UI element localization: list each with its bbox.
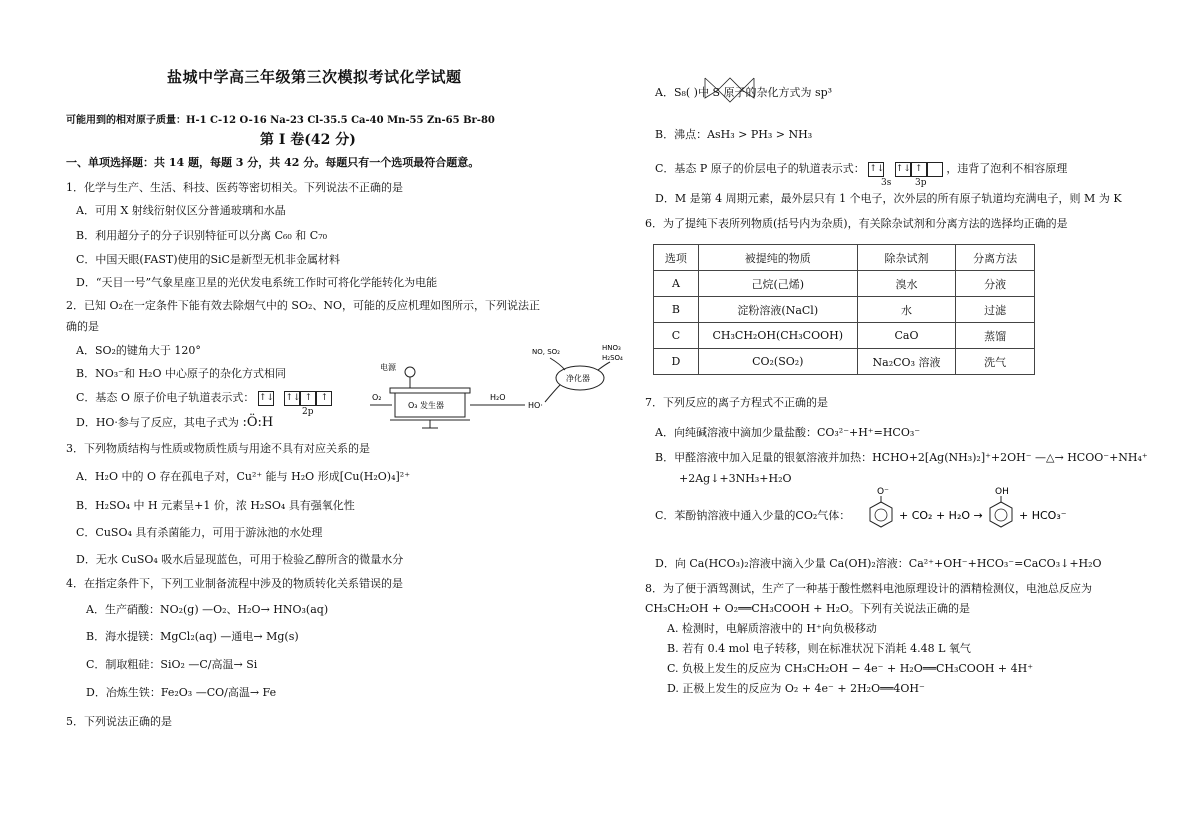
page-title: 盐城中学高三年级第三次模拟考试化学试题 <box>167 68 462 86</box>
phenoxide-reaction-equation <box>855 484 1145 532</box>
q2-option-b: B．NO₃⁻和 H₂O 中心原子的杂化方式相同 <box>76 367 286 380</box>
phosphorus-3s-orbital: ↑↓ <box>868 160 884 178</box>
s8-ring-bottom <box>705 78 754 102</box>
section-heading: 一、单项选择题：共 14 题，每题 3 分，共 42 分。每题只有一个选项最符合题意。 <box>66 156 480 169</box>
q7-option-c: C．苯酚钠溶液中通入少量的CO₂气体： <box>655 509 851 522</box>
ho-label: HO· <box>528 401 543 410</box>
q8-option-a: A. 检测时，电解质溶液中的 H⁺向负极移动 <box>667 622 877 635</box>
q8-option-b: B. 若有 0.4 mol 电子转移，则在标准状况下消耗 4.48 L 氧气 <box>667 642 971 655</box>
q7-option-d: D．向 Ca(HCO₃)₂溶液中滴入少量 Ca(OH)₂溶液：Ca²⁺+OH⁻+HCO₃⁻=CaCO₃↓+H₂O <box>655 557 1102 570</box>
orbital-label-3p: 3p <box>915 178 927 188</box>
purifier-label: 净化器 <box>566 374 590 383</box>
acids-arrow <box>598 362 610 370</box>
q2-option-c-text: C．基态 O 原子价电子轨道表示式： <box>76 391 255 404</box>
q5-option-d: D．M 是第 4 周期元素，最外层只有 1 个电子，次外层的所有原子轨道均充满电子，则 M 为 K <box>655 192 1122 205</box>
power-source-icon <box>405 367 415 377</box>
table-row <box>654 349 1035 375</box>
table-cell: 溴水 <box>857 271 956 297</box>
q2-option-c <box>76 389 332 407</box>
q8-option-d: D. 正极上发生的反应为 O₂ + 4e⁻ + 2H₂O══4OH⁻ <box>667 682 925 695</box>
table-cell: CO₂(SO₂) <box>698 349 857 375</box>
acid-h2so4-label: H₂SO₄ <box>602 354 623 362</box>
oxygen-2p-orbitals: ↑↓ ↑ ↑ <box>284 389 332 407</box>
q3-stem: 3．下列物质结构与性质或物质性质与用途不具有对应关系的是 <box>66 442 370 455</box>
o3-generator-label: O₃ 发生器 <box>408 401 445 410</box>
q1-option-d: D．“天目一号”气象星座卫星的光伏发电系统工作时可将化学能转化为电能 <box>76 276 438 289</box>
q2-option-d <box>76 414 273 432</box>
phenol-oh-label: OH <box>995 487 1009 497</box>
o2-label: O₂ <box>372 393 382 402</box>
right-column <box>645 0 1200 831</box>
s8-ring-top <box>705 78 754 90</box>
q1-option-b: B．利用超分子的分子识别特征可以分离 C₆₀ 和 C₇₀ <box>76 229 328 242</box>
table-cell: CH₃CH₂OH(CH₃COOH) <box>698 323 857 349</box>
table-row <box>654 297 1035 323</box>
q4-option-c: C．制取粗硅：SiO₂ —C/高温→ Si <box>86 658 258 671</box>
orbital-label-3s: 3s <box>881 178 892 188</box>
left-column <box>60 0 623 831</box>
oxygen-2s-orbital: ↑↓ <box>258 389 274 407</box>
q5-option-a: A．S₈( )中 S 原子的杂化方式为 sp³ <box>655 86 833 99</box>
reaction-middle: + CO₂ + H₂O → <box>899 509 983 522</box>
table-cell: 蒸馏 <box>956 323 1035 349</box>
electrode-top <box>390 388 470 393</box>
phenol-ring-circle <box>995 509 1007 521</box>
q1-option-a: A．可用 X 射线衍射仪区分普通玻璃和水晶 <box>76 204 286 217</box>
q1-option-c: C．中国天眼(FAST)使用的SiC是新型无机非金属材料 <box>76 253 340 266</box>
q5-option-c-text: C．基态 P 原子的价层电子的轨道表示式： <box>655 162 865 175</box>
phosphorus-3p-orbitals: ↑↓ ↑ <box>895 160 943 178</box>
table-cell: D <box>654 349 699 375</box>
q2-stem: 2．已知 O₂在一定条件下能有效去除烟气中的 SO₂、NO，可能的反应机理如图所示，下列说法正 <box>66 299 541 312</box>
q5-stem: 5．下列说法正确的是 <box>66 715 172 728</box>
orbital-label-2p: 2p <box>302 407 314 417</box>
q5-option-c <box>655 160 1067 178</box>
table-cell: C <box>654 323 699 349</box>
table-cell: A <box>654 271 699 297</box>
q4-option-b: B．海水提镁：MgCl₂(aq) —通电→ Mg(s) <box>86 630 299 643</box>
q7-stem: 7．下列反应的离子方程式不正确的是 <box>645 396 828 409</box>
reaction-mechanism-diagram <box>370 340 630 435</box>
relative-masses: 可能用到的相对原子质量：H-1 C-12 O-16 Na-23 Cl-35.5 Ca-40 Mn-55 Zn-65 Br-80 <box>66 115 495 126</box>
phenoxide-ring-circle <box>875 509 887 521</box>
q3-option-b: B．H₂SO₄ 中 H 元素呈+1 价，浓 H₂SO₄ 具有强氧化性 <box>76 499 355 512</box>
gases-arrow <box>550 358 565 370</box>
q2-stem-cont: 确的是 <box>66 320 99 333</box>
table-cell: 水 <box>857 297 956 323</box>
table-cell: B <box>654 297 699 323</box>
table-cell: 分液 <box>956 271 1035 297</box>
q6-table <box>653 244 1035 375</box>
q1-stem: 1．化学与生产、生活、科技、医药等密切相关。下列说法不正确的是 <box>66 181 403 194</box>
q8-option-c: C. 负极上发生的反应为 CH₃CH₂OH − 4e⁻ + H₂O══CH₃COOH + 4H⁺ <box>667 662 1034 675</box>
h2o-label: H₂O <box>490 393 506 402</box>
q8-stem: 8．为了便于酒驾测试，生产了一种基于酸性燃料电池原理设计的酒精检测仪，电池总反应为 <box>645 582 1092 595</box>
phenoxide-o-label: O⁻ <box>877 487 889 497</box>
q4-option-a: A．生产硝酸：NO₂(g) —O₂、H₂O→ HNO₃(aq) <box>86 603 329 616</box>
q3-option-d: D．无水 CuSO₄ 吸水后显现蓝色，可用于检验乙醇所含的微量水分 <box>76 553 404 566</box>
q7-option-b-cont: +2Ag↓+3NH₃+H₂O <box>679 472 792 485</box>
header-method: 分离方法 <box>956 245 1035 271</box>
q7-option-a: A．向纯碱溶液中滴加少量盐酸：CO₃²⁻+H⁺=HCO₃⁻ <box>655 426 921 439</box>
acid-hno3-label: HNO₃ <box>602 344 621 352</box>
table-cell: 过滤 <box>956 297 1035 323</box>
phenoxide-ring <box>870 502 892 527</box>
q5-option-c-tail: ，违背了泡利不相容原理 <box>946 162 1068 175</box>
q2-option-a: A．SO₂的键角大于 120° <box>76 344 201 357</box>
reaction-end: + HCO₃⁻ <box>1019 509 1067 522</box>
header-substance: 被提纯的物质 <box>698 245 857 271</box>
header-option: 选项 <box>654 245 699 271</box>
phenol-ring <box>990 502 1012 527</box>
table-row <box>654 323 1035 349</box>
q3-option-c: C．CuSO₄ 具有杀菌能力，可用于游泳池的水处理 <box>76 526 323 539</box>
q4-option-d: D．冶炼生铁：Fe₂O₃ —CO/高温→ Fe <box>86 686 277 699</box>
header-reagent: 除杂试剂 <box>857 245 956 271</box>
q4-stem: 4．在指定条件下，下列工业制备流程中涉及的物质转化关系错误的是 <box>66 577 403 590</box>
table-cell: 己烷(己烯) <box>698 271 857 297</box>
q7-option-b: B．甲醛溶液中加入足量的银氨溶液并加热：HCHO+2[Ag(NH₃)₂]⁺+2OH⁻ —△→ HCOO⁻+NH₄⁺ <box>655 451 1148 464</box>
volume-heading: 第 I 卷(42 分) <box>260 132 356 148</box>
power-label: 电源 <box>380 363 396 372</box>
table-row <box>654 271 1035 297</box>
q5-option-b: B．沸点：AsH₃ > PH₃ > NH₃ <box>655 128 813 141</box>
table-cell: Na₂CO₃ 溶液 <box>857 349 956 375</box>
q3-option-a: A．H₂O 中的 O 存在孤电子对，Cu²⁺ 能与 H₂O 形成[Cu(H₂O)₄]²⁺ <box>76 470 411 483</box>
q2-option-d-text: D．HO·参与了反应，其电子式为 <box>76 416 239 429</box>
gases-label: NO, SO₂ <box>532 348 560 356</box>
table-cell: 淀粉溶液(NaCl) <box>698 297 857 323</box>
s8-ring-structure <box>700 70 760 110</box>
table-cell: 洗气 <box>956 349 1035 375</box>
q6-stem: 6．为了提纯下表所列物质(括号内为杂质)，有关除杂试剂和分离方法的选择均正确的是 <box>645 217 1068 230</box>
ho-to-purifier-arrow <box>545 385 560 402</box>
q8-stem-cont: CH₃CH₂OH + O₂══CH₃COOH + H₂O。下列有关说法正确的是 <box>645 602 971 615</box>
table-header-row <box>654 245 1035 271</box>
table-cell: CaO <box>857 323 956 349</box>
hydroxyl-electron-formula: :Ö:H <box>242 415 274 430</box>
